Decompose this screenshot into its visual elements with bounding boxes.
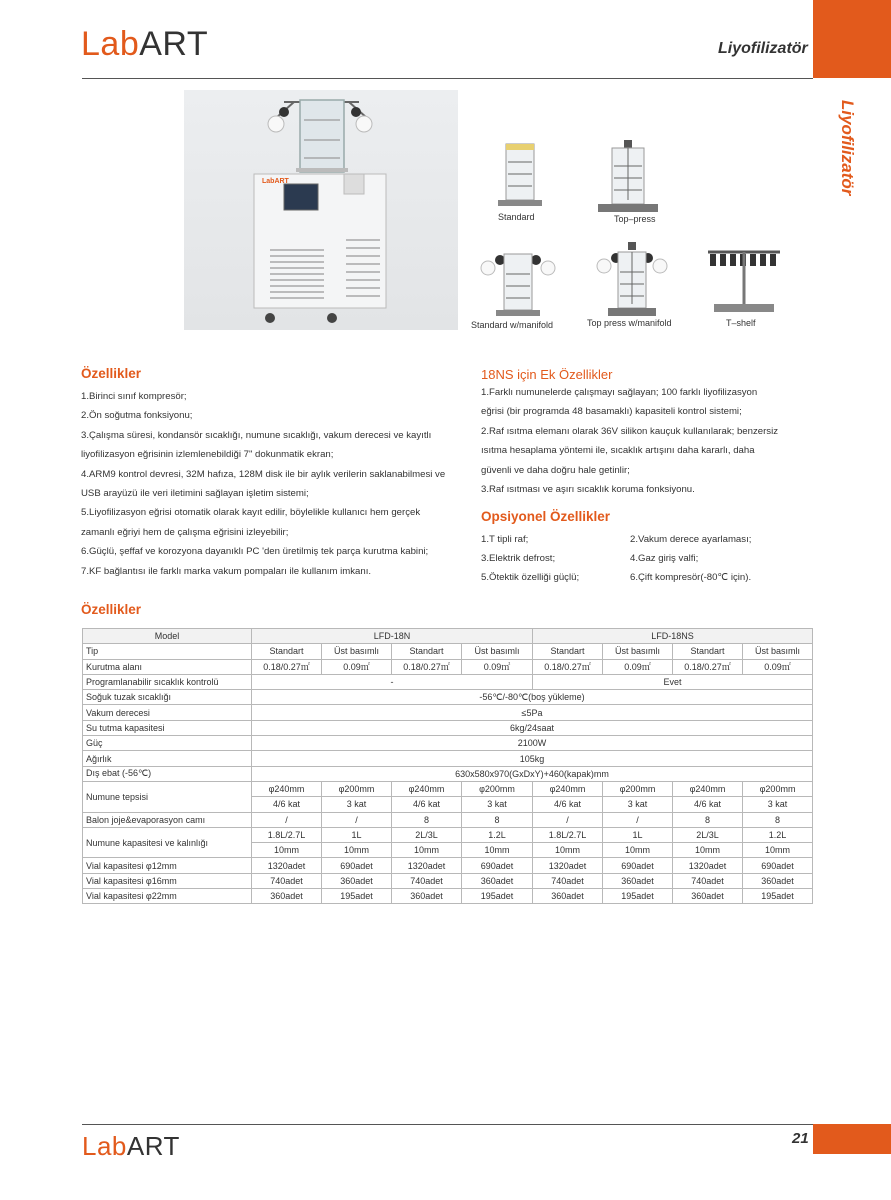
t-shelf-variant-icon — [704, 244, 784, 316]
table-cell: 1L — [322, 827, 392, 842]
optional-features-title: Opsiyonel Özellikler — [481, 509, 611, 524]
variant-standard-image — [498, 140, 542, 208]
table-cell: 690adet — [743, 858, 813, 873]
table-cell: 1320adet — [673, 858, 743, 873]
table-row — [83, 659, 813, 674]
table-row-label: Vial kapasitesi φ12mm — [83, 858, 252, 873]
table-cell: 1L — [603, 827, 673, 842]
table-cell: 3 kat — [322, 797, 392, 812]
table-cell: 8 — [462, 812, 533, 827]
table-cell: ≤5Pa — [252, 705, 813, 720]
table-cell: 740adet — [533, 873, 603, 888]
top-press-variant-icon — [598, 140, 658, 214]
table-row-label: Programlanabilir sıcaklık kontrolü — [83, 674, 252, 689]
table-cell: Üst basımlı — [322, 644, 392, 659]
features-line: USB arayüzü ile veri iletimini sağlayan işletim sistemi; — [81, 488, 309, 500]
table-cell: 1320adet — [392, 858, 462, 873]
table-cell: 10mm — [252, 843, 322, 858]
table-row-label: Vakum derecesi — [83, 705, 252, 720]
features-line: 4.ARM9 kontrol devresi, 32M hafıza, 128M disk ile bir aylık verilerin saklanabilmesi ve — [81, 468, 446, 480]
table-cell: / — [533, 812, 603, 827]
table-row-label: Güç — [83, 736, 252, 751]
table-cell: 10mm — [392, 843, 462, 858]
table-cell: 0.18/0.27㎡ — [673, 659, 743, 674]
table-cell: φ200mm — [743, 781, 813, 796]
table-cell: 1.8L/2.7L — [252, 827, 322, 842]
table-cell: Standart — [533, 644, 603, 659]
product-photo — [184, 90, 458, 330]
features-line: 3.Çalışma süresi, kondansör sıcaklığı, numune sıcaklığı, vakum derecesi ve kayıtlı — [81, 429, 432, 441]
table-row-label: Numune kapasitesi ve kalınlığı — [83, 827, 252, 858]
spec-table — [82, 628, 813, 904]
table-cell: 3 kat — [462, 797, 533, 812]
optional-item: 4.Gaz giriş valfi; — [630, 553, 699, 564]
table-cell: 2L/3L — [392, 827, 462, 842]
table-cell: / — [252, 812, 322, 827]
table-row-label: Balon joje&evaporasyon camı — [83, 812, 252, 827]
table-cell: 1320adet — [252, 858, 322, 873]
table-cell: 6kg/24saat — [252, 720, 813, 735]
table-cell: Model — [83, 629, 252, 644]
table-cell: φ200mm — [462, 781, 533, 796]
header-logo: LabART — [81, 25, 209, 63]
features-title: Özellikler — [81, 366, 142, 381]
table-cell: -56℃/-80℃(boş yükleme) — [252, 690, 813, 705]
table-cell: 10mm — [603, 843, 673, 858]
optional-item: 5.Ötektik özelliği güçlü; — [481, 572, 580, 583]
table-cell: 740adet — [392, 873, 462, 888]
features-line: 2.Ön soğutma fonksiyonu; — [81, 410, 193, 422]
table-row — [83, 720, 813, 735]
table-row — [83, 858, 813, 873]
table-cell: φ200mm — [603, 781, 673, 796]
features-line: liyofilizasyon eğrisinin izlemlenebildiği 7" dokunmatik ekran; — [81, 449, 334, 461]
table-cell: LFD-18NS — [533, 629, 813, 644]
footer-accent-tab — [813, 1124, 891, 1154]
table-cell: φ240mm — [673, 781, 743, 796]
table-cell: 740adet — [252, 873, 322, 888]
extra-features-list — [481, 383, 778, 499]
table-cell: φ240mm — [392, 781, 462, 796]
table-cell: Standart — [252, 644, 322, 659]
table-cell: 195adet — [743, 889, 813, 904]
table-row-label: Kurutma alanı — [83, 659, 252, 674]
table-cell: 360adet — [462, 873, 533, 888]
table-cell: 360adet — [252, 889, 322, 904]
top-press-manifold-variant-icon — [594, 242, 670, 318]
table-cell: 8 — [392, 812, 462, 827]
header-divider — [82, 78, 813, 79]
extra-features-title: 18NS için Ek Özellikler — [481, 367, 613, 382]
variant-t-shelf-label: T–shelf — [726, 318, 756, 328]
optional-item: 1.T tipli raf; — [481, 534, 529, 545]
extra-features-line: ısıtma hesaplama yöntemi ile, sıcaklık artışını daha kararlı, daha — [481, 445, 755, 457]
table-cell: 4/6 kat — [392, 797, 462, 812]
table-row — [83, 644, 813, 659]
extra-features-line: 2.Raf ısıtma elemanı olarak 36V silikon kauçuk kullanılarak; benzersiz — [481, 425, 779, 437]
table-row — [83, 705, 813, 720]
table-cell: 0.18/0.27㎡ — [252, 659, 322, 674]
optional-item: 3.Elektrik defrost; — [481, 553, 556, 564]
features-line: 6.Güçlü, şeffaf ve korozyona dayanıklı PC 'den üretilmiş tek parça kurutma kabini; — [81, 546, 429, 558]
table-cell: 195adet — [603, 889, 673, 904]
table-cell: 0.18/0.27㎡ — [533, 659, 603, 674]
table-row — [83, 827, 813, 842]
table-cell: Evet — [533, 674, 813, 689]
table-row — [83, 629, 813, 644]
optional-item: 6.Çift kompresör(-80℃ için). — [630, 572, 752, 583]
table-cell: 0.09㎡ — [322, 659, 392, 674]
table-cell: 10mm — [322, 843, 392, 858]
table-row — [83, 751, 813, 766]
table-cell: φ240mm — [252, 781, 322, 796]
spec-table-title: Özellikler — [81, 602, 142, 617]
table-cell: Üst basımlı — [603, 644, 673, 659]
table-cell: φ200mm — [322, 781, 392, 796]
table-cell: 1.2L — [743, 827, 813, 842]
table-cell: 0.09㎡ — [462, 659, 533, 674]
table-row-label: Ağırlık — [83, 751, 252, 766]
table-cell: 4/6 kat — [673, 797, 743, 812]
table-cell: 10mm — [743, 843, 813, 858]
table-cell: 360adet — [603, 873, 673, 888]
table-cell: Standart — [392, 644, 462, 659]
extra-features-line: eğrisi (bir programda 48 basamaklı) kapasiteli kontrol sistemi; — [481, 406, 742, 418]
table-row-label: Numune tepsisi — [83, 781, 252, 812]
variant-standard-manifold-image — [478, 244, 558, 318]
table-cell: 8 — [673, 812, 743, 827]
table-cell: 630x580x970(GxDxY)+460(kapak)mm — [252, 766, 813, 781]
table-cell: 690adet — [603, 858, 673, 873]
table-cell: 10mm — [462, 843, 533, 858]
table-cell: 8 — [743, 812, 813, 827]
table-cell: 690adet — [322, 858, 392, 873]
table-cell: 690adet — [462, 858, 533, 873]
table-cell: Üst basımlı — [743, 644, 813, 659]
table-cell: φ240mm — [533, 781, 603, 796]
table-cell: 1320adet — [533, 858, 603, 873]
table-cell: 740adet — [673, 873, 743, 888]
table-cell: 360adet — [743, 873, 813, 888]
table-cell: / — [322, 812, 392, 827]
table-row-label: Su tutma kapasitesi — [83, 720, 252, 735]
extra-features-line: 3.Raf ısıtması ve aşırı sıcaklık koruma fonksiyonu. — [481, 484, 695, 496]
variant-standard-manifold-label: Standard w/manifold — [471, 320, 554, 330]
table-cell: 360adet — [322, 873, 392, 888]
table-cell: 3 kat — [603, 797, 673, 812]
table-cell: 10mm — [533, 843, 603, 858]
table-row — [83, 736, 813, 751]
table-row — [83, 674, 813, 689]
extra-features-line: güvenli ve daha doğru hale getinlir; — [481, 464, 630, 476]
table-cell: - — [252, 674, 533, 689]
standard-variant-icon — [498, 140, 542, 208]
table-cell: 1.2L — [462, 827, 533, 842]
table-cell: 360adet — [533, 889, 603, 904]
footer-divider — [82, 1124, 813, 1125]
table-row-label: Tip — [83, 644, 252, 659]
table-cell: Üst basımlı — [462, 644, 533, 659]
table-cell: Standart — [673, 644, 743, 659]
table-cell: 2L/3L — [673, 827, 743, 842]
standard-manifold-variant-icon — [478, 244, 558, 318]
table-cell: 195adet — [462, 889, 533, 904]
table-cell: 360adet — [392, 889, 462, 904]
table-cell: 0.09㎡ — [603, 659, 673, 674]
features-line: zamanlı eğriyi hem de çalışma eğrisini izleyebilir; — [81, 526, 289, 538]
features-line: 5.Liyofilizasyon eğrisi otomatik olarak kayıt edilir, böylelikle kullanıcı hem gerçek — [81, 507, 421, 519]
table-cell: LFD-18N — [252, 629, 533, 644]
table-row — [83, 873, 813, 888]
table-cell: 0.09㎡ — [743, 659, 813, 674]
table-cell: 4/6 kat — [252, 797, 322, 812]
optional-item: 2.Vakum derece ayarlaması; — [630, 534, 752, 545]
table-row — [83, 781, 813, 796]
side-title: Liyofilizatör — [838, 100, 857, 196]
table-cell: 360adet — [673, 889, 743, 904]
table-cell: 2100W — [252, 736, 813, 751]
table-row — [83, 889, 813, 904]
table-row — [83, 690, 813, 705]
features-list — [81, 387, 445, 581]
freeze-dryer-illustration — [184, 90, 458, 330]
variant-top-press-label: Top–press — [614, 214, 656, 224]
features-line: 1.Birinci sınıf kompresör; — [81, 391, 187, 402]
header-accent-tab — [813, 0, 891, 78]
features-line: 7.KF bağlantısı ile farklı marka vakum pompaları ile kullanım imkanı. — [81, 565, 372, 577]
variant-standard-label: Standard — [498, 212, 535, 222]
table-cell: 195adet — [322, 889, 392, 904]
variant-t-shelf-image — [704, 244, 784, 316]
table-row-label: Dış ebat (-56℃) — [83, 766, 252, 781]
table-row-label: Soğuk tuzak sıcaklığı — [83, 690, 252, 705]
variant-top-press-manifold-image — [594, 242, 670, 318]
variant-top-press-image — [598, 140, 658, 214]
table-row — [83, 812, 813, 827]
table-cell: 4/6 kat — [533, 797, 603, 812]
page-number: 21 — [792, 1130, 809, 1147]
table-cell: 105kg — [252, 751, 813, 766]
table-cell: 3 kat — [743, 797, 813, 812]
table-cell: 10mm — [673, 843, 743, 858]
variant-top-press-manifold-label: Top press w/manifold — [587, 318, 672, 328]
table-row — [83, 766, 813, 781]
table-cell: / — [603, 812, 673, 827]
table-row-label: Vial kapasitesi φ16mm — [83, 873, 252, 888]
photo-logo: LabART — [262, 178, 289, 185]
table-row-label: Vial kapasitesi φ22mm — [83, 889, 252, 904]
extra-features-line: 1.Farklı numunelerde çalışmayı sağlayan; 100 farklı liyofilizasyon — [481, 387, 758, 398]
footer-logo: LabART — [82, 1131, 180, 1161]
header-title: Liyofilizatör — [718, 40, 808, 57]
table-cell: 0.18/0.27㎡ — [392, 659, 462, 674]
table-cell: 1.8L/2.7L — [533, 827, 603, 842]
